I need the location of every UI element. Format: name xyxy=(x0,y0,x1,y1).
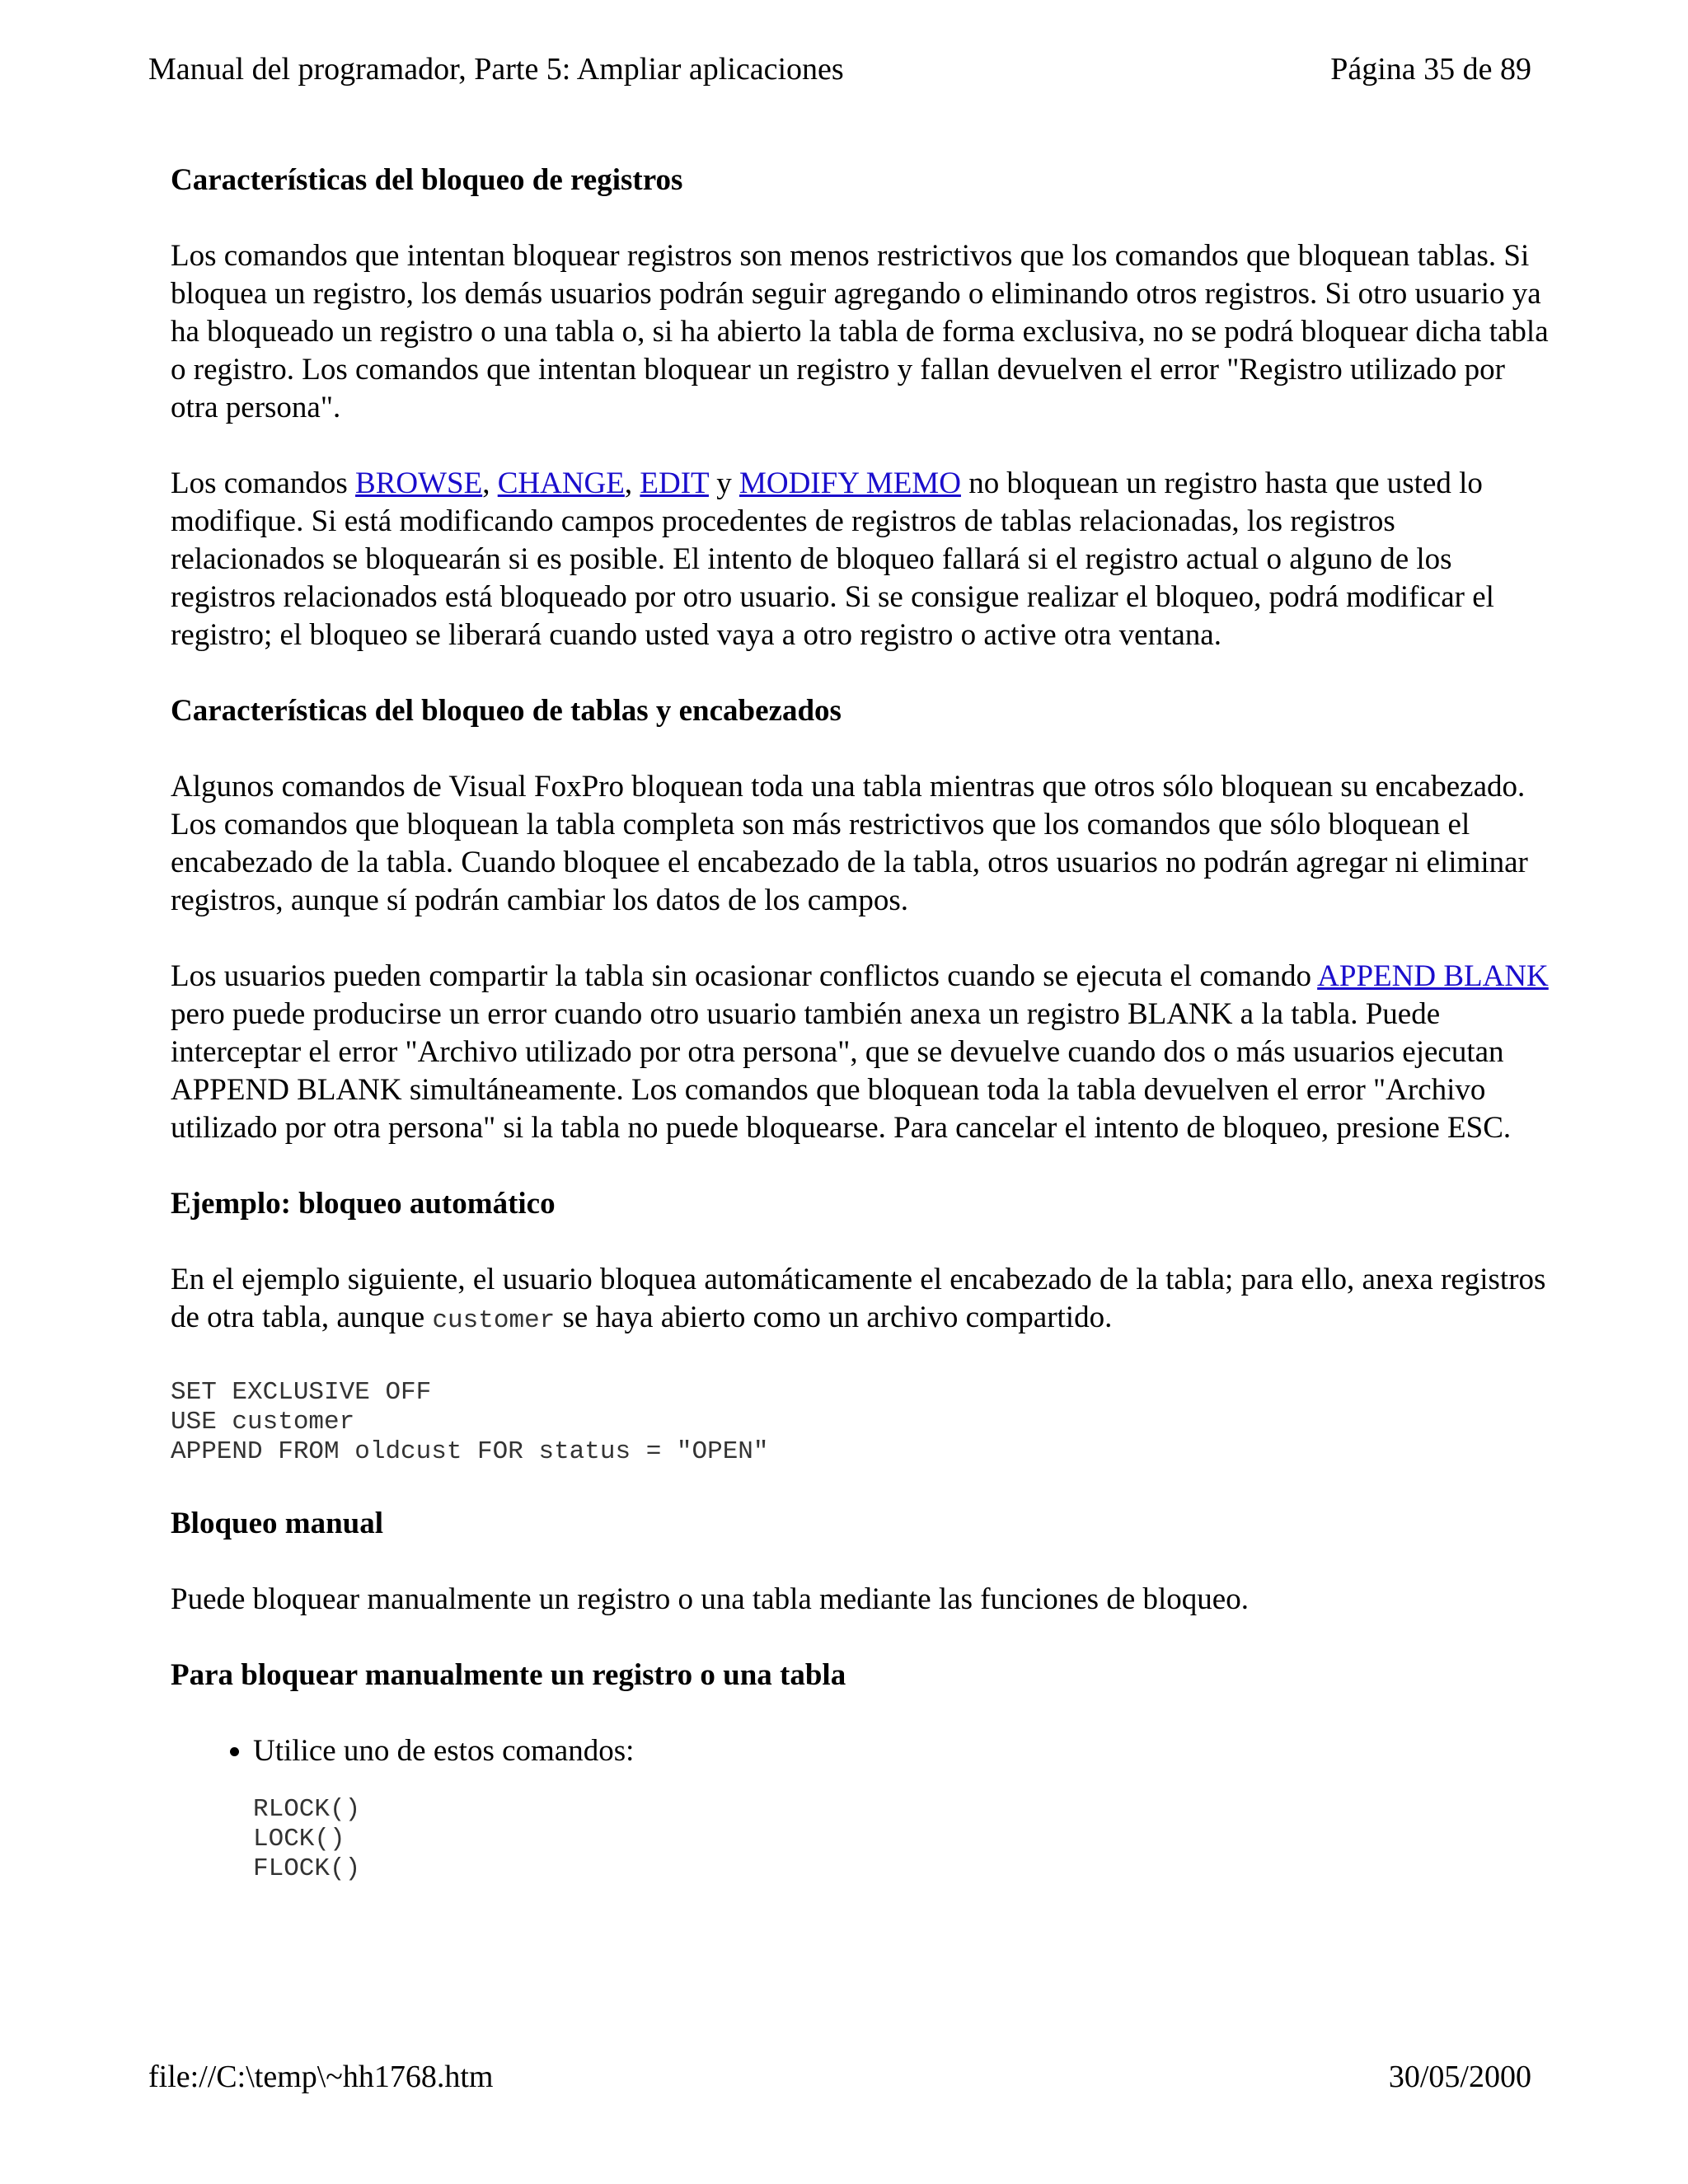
paragraph-table-lock-1: Algunos comandos de Visual FoxPro bloquean toda una tabla mientras que otros sólo bloquean su encabezado. Los comandos que bloquean la tabla completa son más restrictivos que los comandos que sólo bloquean el encabezado de la tabla. Cuando bloquee el encabezado de la tabla, otros usuarios no podrán agregar ni eliminar registros, aunque sí podrán cambiar los datos de los campos. xyxy=(171,770,1528,917)
link-change[interactable]: CHANGE xyxy=(497,466,625,500)
document-title: Manual del programador, Parte 5: Ampliar aplicaciones xyxy=(148,52,844,87)
text-run: pero puede producirse un error cuando otro usuario también anexa un registro BLANK a la tabla. Puede interceptar el error "Archivo utilizado por otra persona", que se devuelve cuando dos o más usuarios ejecutan APPEND BLANK simultáneamente. Los comandos que bloquean toda la tabla devuelven el error "Archivo utilizado por otra persona" si la tabla no puede bloquearse. Para cancelar el intento de bloqueo, presione ESC. xyxy=(171,997,1512,1145)
paragraph-manual-lock: Puede bloquear manualmente un registro o una tabla mediante las funciones de bloqueo. xyxy=(171,1582,1249,1616)
page-footer xyxy=(148,2052,1531,2102)
text-run: se haya abierto como un archivo compartido. xyxy=(555,1301,1113,1334)
text-run: Los comandos xyxy=(171,466,356,500)
bullet-text: Utilice uno de estos comandos: xyxy=(253,1734,635,1768)
inline-code-customer: customer xyxy=(432,1306,556,1335)
heading-manual-lock: Bloqueo manual xyxy=(171,1507,384,1540)
steps-list xyxy=(171,1732,1555,1884)
list-item xyxy=(253,1732,1555,1884)
page-header xyxy=(148,45,1531,94)
file-path: file://C:\temp\~hh1768.htm xyxy=(148,2060,494,2094)
heading-manual-steps: Para bloquear manualmente un registro o una tabla xyxy=(171,1658,846,1692)
page-number: Página 35 de 89 xyxy=(1330,52,1531,87)
link-append-blank[interactable]: APPEND BLANK xyxy=(1317,959,1549,993)
print-date: 30/05/2000 xyxy=(1388,2060,1531,2094)
text-run: no bloquean un registro hasta que usted lo modifique. Si está modificando campos procedentes de registros de tablas relacionadas, los registros relacionados se bloquearán si es posible. El intento de bloqueo fallará si el registro actual o alguno de los registros relacionados está bloqueado por otro usuario. Si se consigue realizar el bloqueo, podrá modificar el registro; el bloqueo se liberará cuando usted vaya a otro registro o active otra ventana. xyxy=(171,466,1494,652)
text-run: En el ejemplo siguiente, el usuario bloquea automáticamente el encabezado de la tabla; para ello, anexa registros de otra tabla, aunque xyxy=(171,1263,1546,1334)
link-modify-memo[interactable]: MODIFY MEMO xyxy=(738,466,961,500)
text-run: y xyxy=(708,466,739,500)
link-edit[interactable]: EDIT xyxy=(640,466,709,500)
heading-auto-example: Ejemplo: bloqueo automático xyxy=(171,1187,556,1221)
document-body xyxy=(171,162,1555,1922)
heading-table-lock: Características del bloqueo de tablas y encabezados xyxy=(171,694,842,728)
text-run: Los usuarios pueden compartir la tabla sin ocasionar conflictos cuando se ejecuta el comando xyxy=(171,959,1318,993)
paragraph-record-lock-2 xyxy=(171,465,1555,654)
text-run: , xyxy=(482,466,498,500)
code-block-auto-example: SET EXCLUSIVE OFF USE customer APPEND FROM oldcust FOR status = "OPEN" xyxy=(171,1378,769,1466)
paragraph-record-lock-1: Los comandos que intentan bloquear registros son menos restrictivos que los comandos que bloquean tablas. Si bloquea un registro, los demás usuarios podrán seguir agregando o eliminando otros registros. Si otro usuario ya ha bloqueado un registro o una tabla o, si ha abierto la tabla de forma exclusiva, no se podrá bloquear dicha tabla o registro. Los comandos que intentan bloquear un registro y fallan devuelven el error "Registro utilizado por otra persona". xyxy=(171,239,1549,424)
paragraph-table-lock-2 xyxy=(171,958,1555,1147)
code-block-lock-functions: RLOCK() LOCK() FLOCK() xyxy=(253,1795,361,1883)
link-browse[interactable]: BROWSE xyxy=(355,466,483,500)
paragraph-auto-example xyxy=(171,1261,1555,1340)
text-run: , xyxy=(624,466,640,500)
heading-record-lock: Características del bloqueo de registros xyxy=(171,163,683,197)
